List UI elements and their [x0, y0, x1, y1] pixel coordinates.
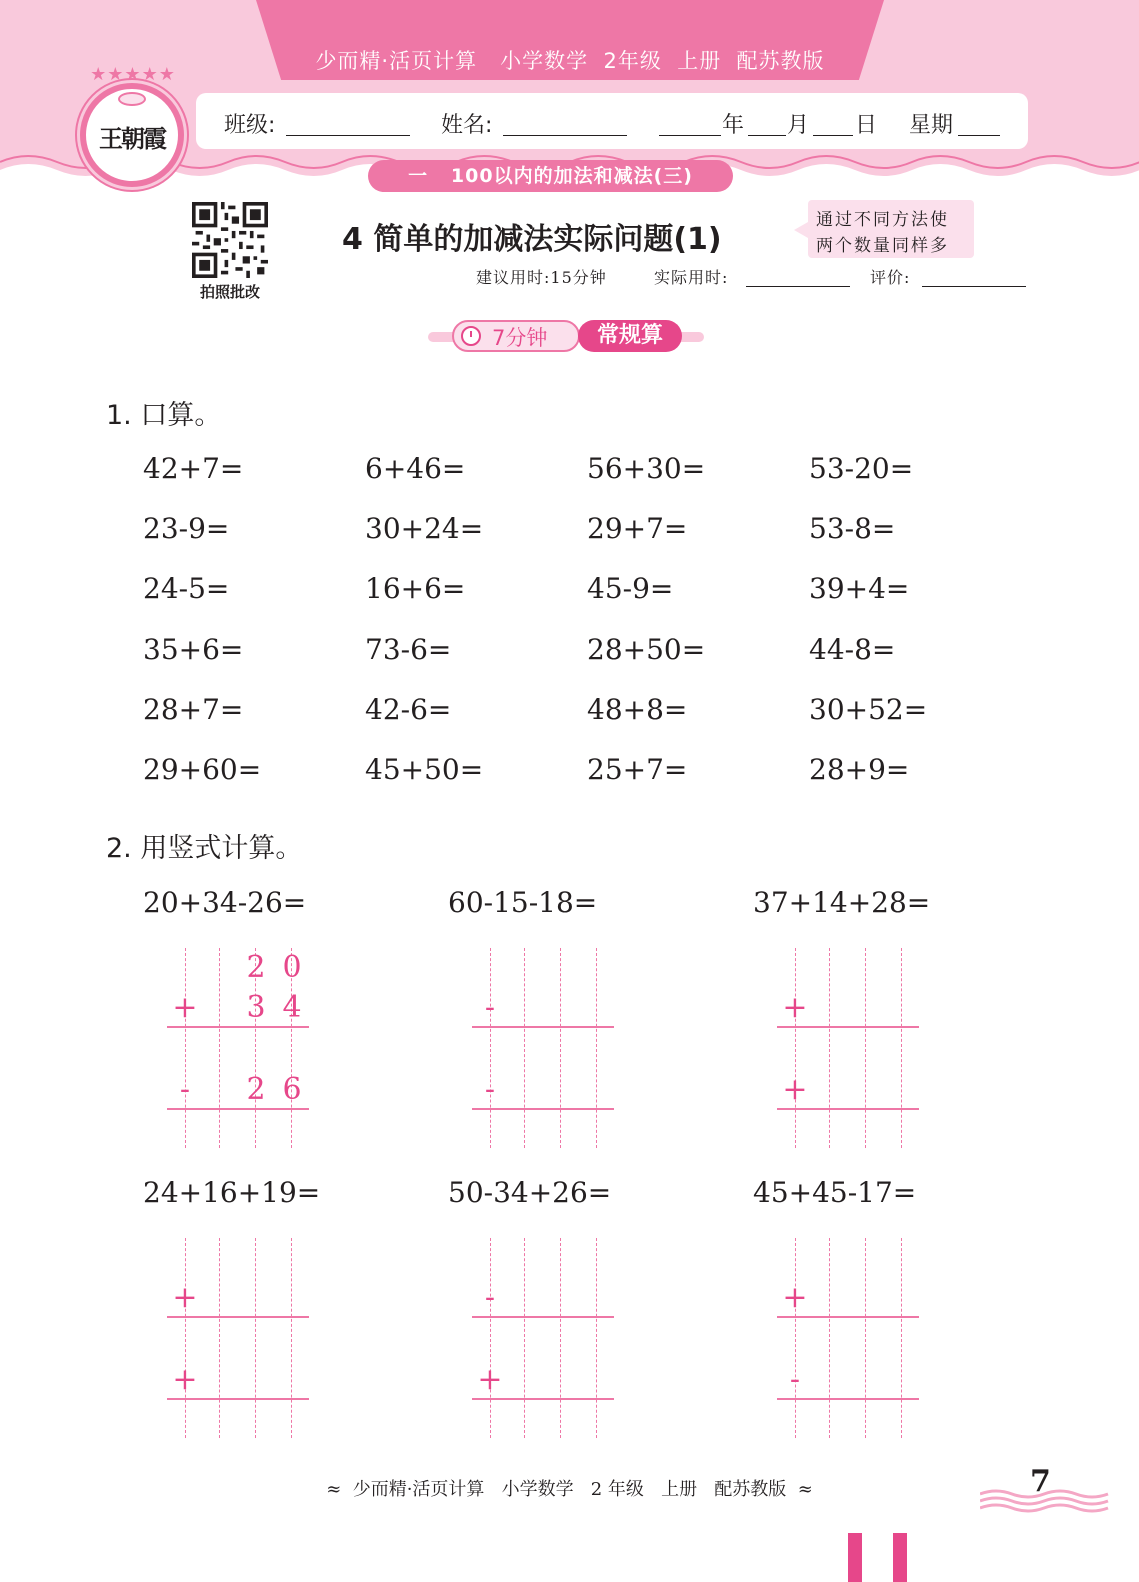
day-field[interactable]: [813, 135, 853, 136]
footer-series: ≈ 少而精·活页计算 小学数学 2 年级 上册 配苏教版 ≈: [326, 1479, 813, 1500]
oral-calc-item: 29+60=: [143, 753, 262, 786]
vertical-calc-expression: 20+34-26=: [143, 886, 307, 919]
weekday-field[interactable]: [958, 135, 1000, 136]
question-2-heading: 2. 用竖式计算。: [106, 833, 303, 864]
vertical-calc-cell: +: [172, 1280, 198, 1315]
actual-time-field[interactable]: [746, 286, 850, 287]
vertical-calc-grid[interactable]: [167, 1238, 317, 1438]
grid-guide-line: [795, 1238, 796, 1438]
grid-guide-line: [185, 1238, 186, 1438]
sum-line: [472, 1026, 614, 1028]
exercise-type: 常规算: [578, 320, 682, 352]
vertical-calc-grid[interactable]: [167, 948, 317, 1148]
grid-guide-line: [219, 948, 220, 1148]
clock-icon: [461, 326, 481, 346]
grid-guide-line: [490, 1238, 491, 1438]
sum-line: [167, 1108, 309, 1110]
vertical-calc-cell: +: [782, 1280, 808, 1315]
weekday-label: 星期: [909, 113, 954, 138]
grid-guide-line: [596, 1238, 597, 1438]
rating-field[interactable]: [922, 286, 1026, 287]
page-tab-left: [848, 1533, 862, 1582]
sum-line: [472, 1398, 614, 1400]
grid-guide-line: [255, 1238, 256, 1438]
oral-calc-item: 28+50=: [587, 633, 706, 666]
grid-guide-line: [291, 1238, 292, 1438]
grid-guide-line: [560, 1238, 561, 1438]
vertical-calc-expression: 24+16+19=: [143, 1176, 321, 1209]
oral-calc-item: 45+50=: [365, 753, 484, 786]
name-label: 姓名:: [441, 113, 493, 138]
grid-guide-line: [865, 948, 866, 1148]
month-label: 月: [787, 113, 810, 138]
vertical-calc-expression: 45+45-17=: [753, 1176, 917, 1209]
sum-line: [777, 1398, 919, 1400]
brand-name: 王朝霞: [99, 124, 165, 153]
vertical-calc-cell: +: [172, 1362, 198, 1397]
page-number: 7: [1030, 1464, 1051, 1499]
vertical-calc-cell: -: [484, 1280, 496, 1315]
oral-calc-item: 42-6=: [365, 693, 452, 726]
series-title: 少而精·活页计算 小学数学 2年级 上册 配苏教版: [315, 49, 825, 73]
grid-guide-line: [829, 1238, 830, 1438]
logo-crown-icon: [118, 92, 146, 106]
actual-time-label: 实际用时:: [654, 268, 729, 287]
year-label: 年: [722, 113, 745, 138]
grid-guide-line: [185, 948, 186, 1148]
vertical-calc-cell: +: [172, 990, 198, 1025]
oral-calc-item: 53-8=: [809, 512, 896, 545]
month-field[interactable]: [748, 135, 786, 136]
grid-guide-line: [524, 1238, 525, 1438]
question-1-heading: 1. 口算。: [106, 400, 222, 431]
qr-code-icon[interactable]: [192, 202, 268, 278]
grid-guide-line: [490, 948, 491, 1148]
oral-calc-item: 6+46=: [365, 452, 466, 485]
page-wave-decoration: [980, 1488, 1110, 1514]
sum-line: [777, 1316, 919, 1318]
vertical-calc-cell: -: [484, 990, 496, 1025]
vertical-calc-cell: -: [484, 1072, 496, 1107]
oral-calc-item: 44-8=: [809, 633, 896, 666]
tip-line-1: 通过不同方法使: [816, 210, 949, 230]
grid-guide-line: [219, 1238, 220, 1438]
grid-guide-line: [524, 948, 525, 1148]
oral-calc-item: 56+30=: [587, 452, 706, 485]
grid-guide-line: [865, 1238, 866, 1438]
sum-line: [167, 1026, 309, 1028]
grid-guide-line: [596, 948, 597, 1148]
tip-line-2: 两个数量同样多: [816, 236, 949, 256]
vertical-calc-cell: -: [789, 1362, 801, 1397]
oral-calc-item: 42+7=: [143, 452, 244, 485]
vertical-calc-expression: 37+14+28=: [753, 886, 931, 919]
oral-calc-item: 53-20=: [809, 452, 914, 485]
oral-calc-item: 25+7=: [587, 753, 688, 786]
vertical-calc-cell: +: [782, 990, 808, 1025]
day-label: 日: [855, 113, 878, 138]
oral-calc-item: 30+24=: [365, 512, 484, 545]
qr-caption: 拍照批改: [199, 283, 260, 301]
vertical-calc-cell: 4: [282, 990, 302, 1025]
name-field[interactable]: [503, 135, 627, 136]
sum-line: [167, 1316, 309, 1318]
vertical-calc-grid[interactable]: [777, 1238, 927, 1438]
sum-line: [777, 1026, 919, 1028]
vertical-calc-cell: 0: [282, 950, 302, 985]
vertical-calc-expression: 50-34+26=: [448, 1176, 612, 1209]
oral-calc-item: 73-6=: [365, 633, 452, 666]
suggested-time: 建议用时:15分钟: [476, 268, 607, 287]
grid-guide-line: [795, 948, 796, 1148]
oral-calc-item: 28+9=: [809, 753, 910, 786]
vertical-calc-cell: +: [782, 1072, 808, 1107]
vertical-calc-cell: 2: [246, 950, 266, 985]
sum-line: [472, 1316, 614, 1318]
oral-calc-item: 45-9=: [587, 572, 674, 605]
student-info-box: [196, 93, 1028, 149]
class-label: 班级:: [224, 113, 276, 138]
oral-calc-item: 28+7=: [143, 693, 244, 726]
logo-stars-icon: ★★★★★: [90, 64, 176, 85]
vertical-calc-grid[interactable]: [777, 948, 927, 1148]
oral-calc-item: 35+6=: [143, 633, 244, 666]
year-field[interactable]: [659, 135, 721, 136]
sum-line: [472, 1108, 614, 1110]
oral-calc-item: 48+8=: [587, 693, 688, 726]
page-tab-right: [893, 1533, 907, 1582]
vertical-calc-cell: 2: [246, 1072, 266, 1107]
vertical-calc-grid[interactable]: [472, 948, 622, 1148]
grid-guide-line: [901, 948, 902, 1148]
vertical-calc-cell: +: [477, 1362, 503, 1397]
unit-title: 一 100以内的加法和减法(三): [368, 160, 733, 192]
class-field[interactable]: [286, 135, 410, 136]
vertical-calc-expression: 60-15-18=: [448, 886, 598, 919]
grid-guide-line: [829, 948, 830, 1148]
grid-guide-line: [901, 1238, 902, 1438]
oral-calc-item: 16+6=: [365, 572, 466, 605]
oral-calc-item: 29+7=: [587, 512, 688, 545]
sum-line: [167, 1398, 309, 1400]
oral-calc-item: 30+52=: [809, 693, 928, 726]
timer-label: 7分钟: [492, 326, 548, 350]
vertical-calc-cell: -: [179, 1072, 191, 1107]
sum-line: [777, 1108, 919, 1110]
oral-calc-item: 23-9=: [143, 512, 230, 545]
rating-label: 评价:: [870, 268, 911, 287]
lesson-title: 4 简单的加减法实际问题(1): [342, 222, 722, 257]
grid-guide-line: [560, 948, 561, 1148]
oral-calc-item: 39+4=: [809, 572, 910, 605]
vertical-calc-grid[interactable]: [472, 1238, 622, 1438]
vertical-calc-cell: 6: [282, 1072, 302, 1107]
vertical-calc-cell: 3: [246, 990, 266, 1025]
oral-calc-item: 24-5=: [143, 572, 230, 605]
